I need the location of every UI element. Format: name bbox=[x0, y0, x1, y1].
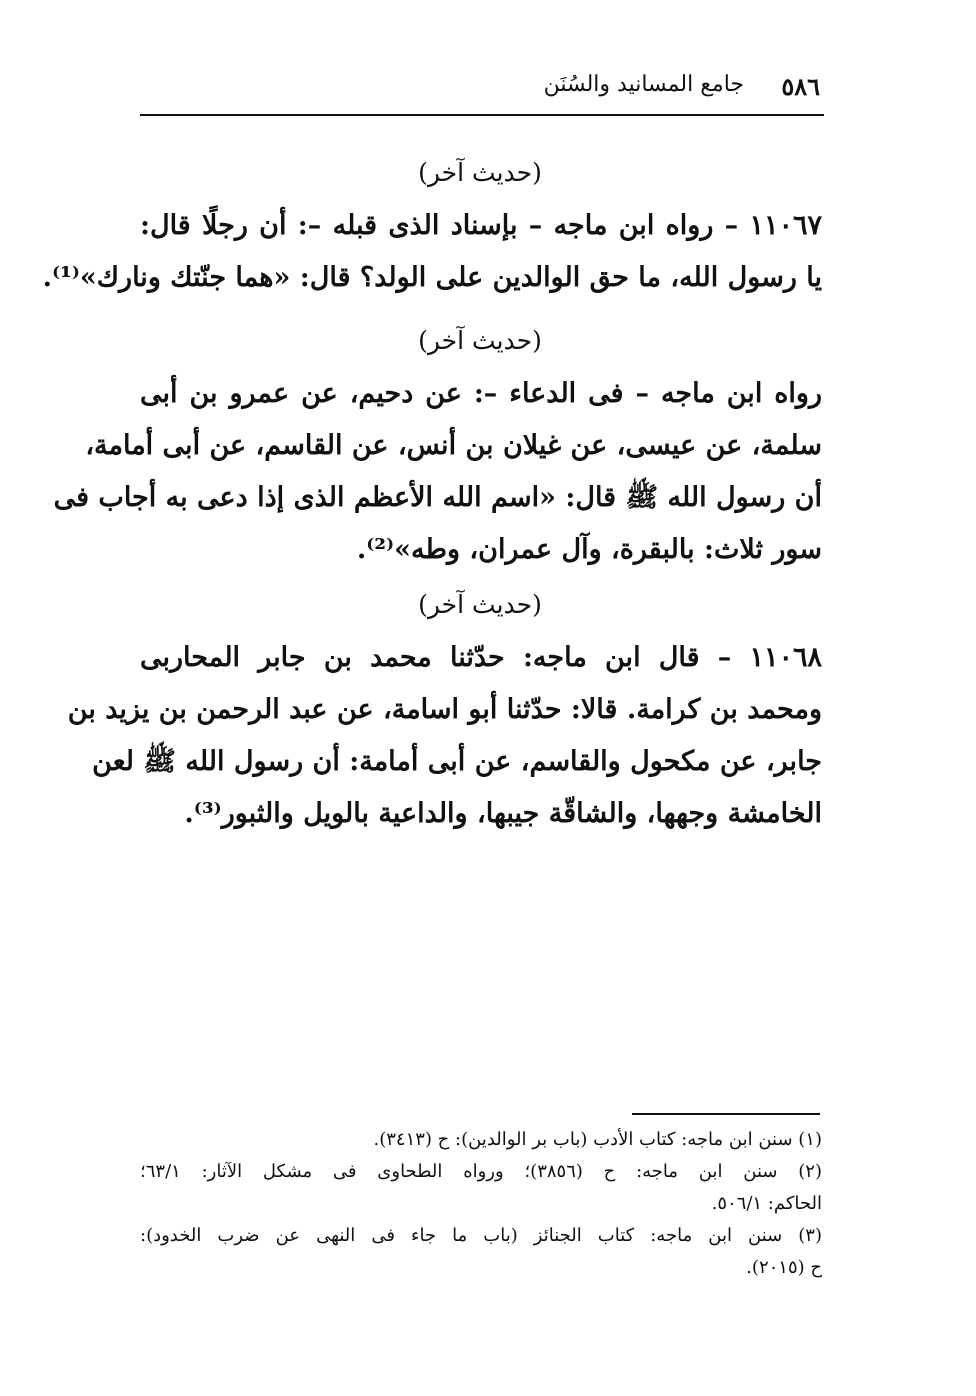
book-title: جامع المسانيد والسُنَن bbox=[543, 72, 744, 97]
footnote-line: (٣) سنن ابن ماجه: كتاب الجنائز (باب ما جاء فى النهى عن ضرب الخدود): bbox=[140, 1225, 822, 1246]
running-header bbox=[140, 58, 820, 118]
footnote-line: الحاكم: ٥٠٦/١. bbox=[711, 1193, 822, 1214]
text-line: جابر، عن مكحول والقاسم، عن أبى أمامة: أن رسول الله ﷺ لعن bbox=[92, 746, 822, 777]
text-line: ومحمد بن كرامة. قالا: حدّثنا أبو اسامة، عن عبد الرحمن بن يزيد بن bbox=[67, 694, 822, 725]
hadith-paragraph bbox=[67, 632, 822, 840]
footnote-line: (٢) سنن ابن ماجه: ح (٣٨٥٦)؛ ورواه الطحاوى فى مشكل الآثار: ٦٣/١؛ bbox=[140, 1161, 822, 1182]
text-line: يا رسول الله، ما حق الوالدين على الولد؟ قال: «هما جنّتك ونارك»⁽¹⁾. bbox=[42, 262, 822, 293]
text-line: سور ثلاث: بالبقرة، وآل عمران، وطه»⁽²⁾. bbox=[356, 534, 822, 565]
text-line: رواه ابن ماجه – فى الدعاء –: عن دحيم، عن عمرو بن أبى bbox=[140, 378, 822, 409]
footnote-line: (١) سنن ابن ماجه: كتاب الأدب (باب بر الوالدين): ح (٣٤١٣). bbox=[373, 1129, 822, 1150]
section-title: (حديث آخر) bbox=[418, 326, 542, 355]
header-divider bbox=[140, 114, 824, 116]
hadith-paragraph bbox=[42, 200, 822, 304]
text-line: أن رسول الله ﷺ قال: «اسم الله الأعظم الذى إذا دعى به أجاب فى bbox=[53, 482, 822, 513]
hadith-paragraph bbox=[53, 368, 822, 576]
page-number: ٥٨٦ bbox=[781, 72, 820, 101]
section-title: (حديث آخر) bbox=[418, 590, 542, 619]
text-line: ١١٠٦٨ – قال ابن ماجه: حدّثنا محمد بن جابر المحاربى bbox=[140, 642, 822, 673]
text-line: ١١٠٦٧ – رواه ابن ماجه – بإسناد الذى قبله –: أن رجلًا قال: bbox=[140, 210, 822, 241]
footnotes bbox=[140, 1124, 822, 1284]
footnote-divider bbox=[632, 1113, 820, 1115]
footnote-line: ح (٢٠١٥). bbox=[746, 1257, 822, 1278]
text-line: الخامشة وجهها، والشاقّة جيبها، والداعية بالويل والثبور⁽³⁾. bbox=[184, 798, 822, 829]
text-line: سلمة، عن عيسى، عن غيلان بن أنس، عن القاسم، عن أبى أمامة، bbox=[85, 430, 822, 461]
section-title: (حديث آخر) bbox=[418, 158, 542, 187]
